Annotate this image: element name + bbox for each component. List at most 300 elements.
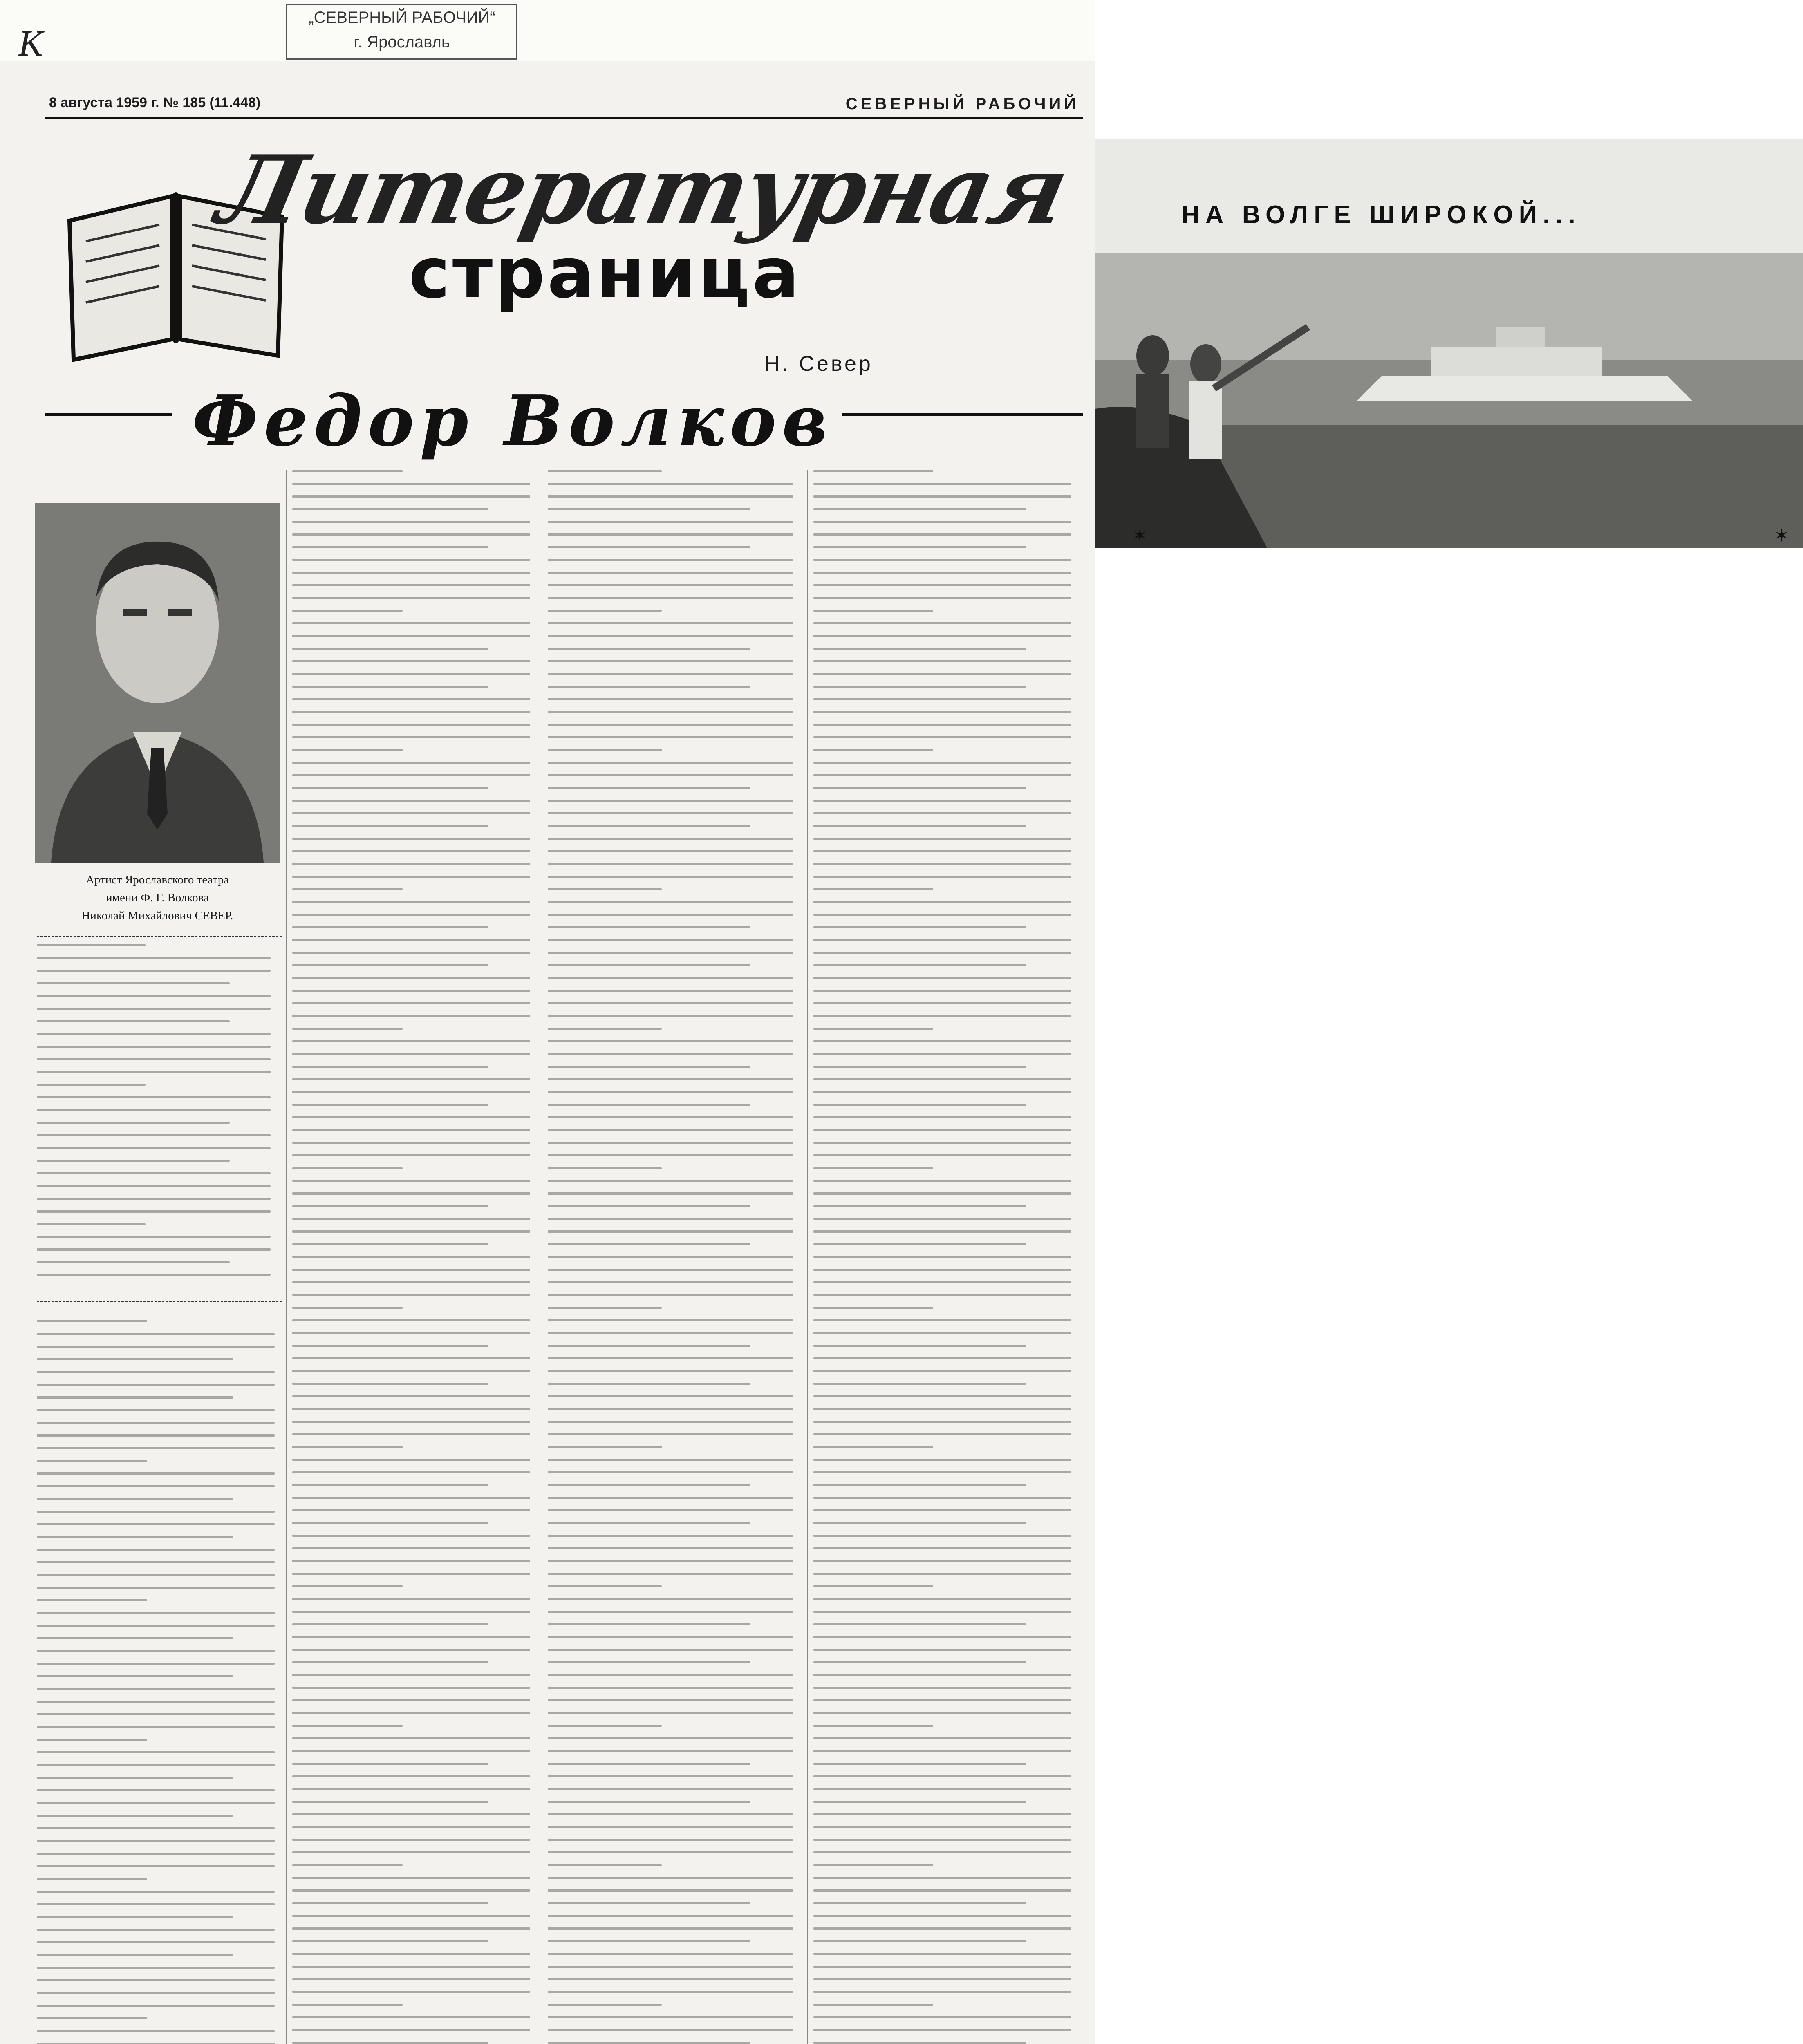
text-line <box>813 1256 1071 1258</box>
text-line <box>37 1033 271 1035</box>
text-line <box>548 1307 662 1309</box>
text-line <box>548 1623 750 1625</box>
text-line <box>292 1269 530 1271</box>
text-line <box>37 1561 275 1563</box>
text-line <box>813 1547 1071 1549</box>
text-line <box>813 1205 1026 1207</box>
text-line <box>813 711 1071 713</box>
text-line <box>548 533 793 536</box>
text-line <box>37 995 271 997</box>
text-line <box>548 1053 793 1055</box>
text-line <box>37 2017 147 2019</box>
text-line <box>548 1269 793 1271</box>
text-line <box>548 1737 793 1739</box>
text-line <box>548 1750 793 1752</box>
text-line <box>548 1598 793 1600</box>
text-line <box>292 2016 530 2018</box>
text-line <box>292 1192 530 1195</box>
text-line <box>292 749 403 751</box>
text-line <box>292 1307 403 1309</box>
text-line <box>813 1953 1071 1955</box>
text-line <box>37 1536 233 1538</box>
text-line <box>37 1599 147 1601</box>
caption-line: Николай Михайлович СЕВЕР. <box>81 909 233 922</box>
text-line <box>548 483 793 485</box>
text-line <box>548 1471 793 1473</box>
text-line <box>292 1940 488 1942</box>
text-line <box>292 1484 488 1486</box>
text-line <box>292 1547 530 1549</box>
text-line <box>548 2016 793 2018</box>
text-line <box>292 660 530 662</box>
text-line <box>548 1192 793 1195</box>
text-line <box>292 1611 530 1613</box>
text-line <box>548 1319 793 1321</box>
text-line <box>292 1851 530 1853</box>
text-line <box>548 686 750 688</box>
text-line <box>813 838 1071 840</box>
text-line <box>813 584 1071 586</box>
text-line <box>548 1877 793 1879</box>
text-line <box>813 1066 1026 1068</box>
text-line <box>813 2004 933 2006</box>
text-line <box>548 1256 793 1258</box>
text-line <box>813 1801 1026 1803</box>
text-line <box>292 1116 530 1118</box>
banner-word-page: страница <box>409 233 802 314</box>
banner-word-literary: Литературная <box>209 135 1076 245</box>
text-line <box>813 749 933 751</box>
text-line <box>292 990 530 992</box>
text-line <box>37 982 230 984</box>
text-line <box>548 1243 750 1245</box>
text-line <box>548 1408 793 1410</box>
text-line <box>292 762 530 764</box>
text-line <box>813 1332 1071 1334</box>
text-line <box>813 686 1026 688</box>
caption-line: Артист Ярославского театра <box>85 873 229 886</box>
text-line <box>813 939 1071 941</box>
text-line <box>292 1078 530 1080</box>
text-line <box>548 635 793 637</box>
text-line <box>292 1446 403 1448</box>
text-line <box>813 559 1071 561</box>
text-line <box>813 1927 1071 1930</box>
text-line <box>292 483 530 485</box>
text-line <box>813 1889 1071 1892</box>
text-line <box>548 1205 750 1207</box>
article-column-2 <box>292 470 538 2044</box>
text-line <box>548 470 662 472</box>
text-line <box>292 622 530 624</box>
text-line <box>37 1929 275 1931</box>
text-line <box>813 1370 1071 1372</box>
text-line <box>548 888 662 890</box>
text-line <box>548 1484 750 1486</box>
text-line <box>813 622 1071 624</box>
text-line <box>548 1826 793 1828</box>
text-line <box>813 1116 1071 1118</box>
text-line <box>548 800 793 802</box>
text-line <box>37 1625 275 1627</box>
text-line <box>37 1967 275 1969</box>
text-line <box>813 1611 1071 1613</box>
text-line <box>813 546 1026 548</box>
text-line <box>292 1066 488 1068</box>
text-line <box>292 1877 530 1879</box>
text-line <box>37 1713 275 1715</box>
text-line <box>548 1497 793 1499</box>
text-line <box>548 1775 793 1777</box>
text-line <box>813 1104 1026 1106</box>
text-line <box>813 1053 1071 1055</box>
text-line <box>292 901 530 903</box>
text-line <box>37 1523 275 1525</box>
text-line <box>548 1395 793 1397</box>
text-line <box>548 1167 662 1169</box>
text-line <box>292 1332 530 1334</box>
text-line <box>813 610 933 612</box>
text-line <box>548 812 793 814</box>
title-rule-right <box>842 413 1083 416</box>
text-line <box>548 977 793 979</box>
text-line <box>292 1535 530 1537</box>
text-line <box>813 470 933 472</box>
text-line <box>292 787 488 789</box>
text-line <box>813 1028 933 1030</box>
text-line <box>292 1230 530 1233</box>
text-line <box>37 1248 271 1251</box>
text-line <box>813 1940 1026 1942</box>
text-line <box>37 1071 271 1073</box>
text-line <box>292 1522 488 1524</box>
text-line <box>813 850 1071 852</box>
text-line <box>37 1109 271 1111</box>
text-line <box>813 1180 1071 1182</box>
text-line <box>813 1585 933 1587</box>
side-clipping <box>1095 139 1803 548</box>
text-line <box>813 1573 1071 1575</box>
text-line <box>37 1587 275 1589</box>
text-line <box>813 762 1071 764</box>
text-line <box>548 1370 793 1372</box>
text-line <box>292 1294 530 1296</box>
text-line <box>292 1142 530 1144</box>
text-line <box>37 1198 271 1200</box>
text-line <box>548 1154 793 1156</box>
text-line <box>813 1966 1071 1968</box>
text-line <box>37 1396 233 1399</box>
text-line <box>292 1598 530 1600</box>
text-line <box>813 1674 1071 1676</box>
text-line <box>813 1230 1071 1233</box>
text-line <box>292 1243 488 1245</box>
text-line <box>813 1269 1071 1271</box>
text-line <box>813 1851 1071 1853</box>
newspaper-name: СЕВЕРНЫЙ РАБОЧИЙ <box>845 95 1079 113</box>
text-line <box>37 2030 275 2032</box>
text-line <box>813 901 1071 903</box>
text-line <box>292 698 530 700</box>
text-line <box>813 888 933 890</box>
text-line <box>37 1346 275 1348</box>
text-line <box>292 2042 488 2044</box>
text-line <box>548 1560 793 1562</box>
text-line <box>37 1333 275 1335</box>
text-line <box>813 2029 1071 2031</box>
text-line <box>813 1687 1071 1689</box>
text-line <box>548 914 793 916</box>
text-line <box>813 1775 1071 1777</box>
text-line <box>37 1764 275 1766</box>
masthead-rule <box>45 117 1083 119</box>
author-portrait <box>35 503 280 863</box>
text-line <box>548 1383 750 1385</box>
text-line <box>548 1180 793 1182</box>
text-line <box>37 1434 275 1437</box>
text-line <box>37 1688 275 1690</box>
text-line <box>37 1637 233 1639</box>
article-column-1b <box>37 1320 282 2044</box>
text-line <box>292 1560 530 1562</box>
text-line <box>548 1801 750 1803</box>
text-line <box>813 1433 1071 1435</box>
text-line <box>548 648 750 650</box>
text-line <box>292 1091 530 1093</box>
text-line <box>548 939 793 941</box>
text-line <box>292 470 403 472</box>
text-line <box>37 1320 147 1322</box>
text-line <box>292 1775 530 1777</box>
text-line <box>37 1498 233 1500</box>
text-line <box>548 952 793 954</box>
text-line <box>37 1046 271 1048</box>
text-line <box>813 1307 933 1309</box>
text-line <box>292 1015 530 1017</box>
star-ornament: ✶ <box>1132 525 1147 546</box>
text-line <box>548 774 793 776</box>
text-line <box>548 2029 793 2031</box>
text-line <box>813 926 1026 928</box>
text-line <box>548 1028 662 1030</box>
text-line <box>548 1788 793 1790</box>
text-line <box>292 1801 488 1803</box>
text-line <box>292 1497 530 1499</box>
text-line <box>813 1509 1071 1511</box>
text-line <box>813 977 1071 979</box>
text-line <box>548 1345 750 1347</box>
text-line <box>292 1040 530 1042</box>
text-line <box>37 1020 230 1022</box>
text-line <box>548 508 750 510</box>
text-line <box>548 597 793 599</box>
text-line <box>548 1851 793 1853</box>
text-line <box>37 1802 275 1804</box>
text-line <box>292 533 530 536</box>
text-line <box>37 1954 233 1956</box>
text-line <box>292 686 488 688</box>
text-line <box>37 1979 275 1981</box>
text-line <box>37 970 271 972</box>
text-line <box>813 1129 1071 1131</box>
text-line <box>548 876 793 878</box>
text-line <box>292 1661 488 1663</box>
text-line <box>548 762 793 764</box>
text-line <box>548 1116 793 1118</box>
side-clipping-title: НА ВОЛГЕ ШИРОКОЙ... <box>1181 201 1581 229</box>
text-line <box>292 508 488 510</box>
text-line <box>292 1674 530 1676</box>
text-line <box>37 1384 275 1386</box>
masthead <box>49 95 1079 111</box>
text-line <box>292 1927 530 1930</box>
text-line <box>813 648 1026 650</box>
text-line <box>813 1383 1026 1385</box>
text-line <box>813 1623 1026 1625</box>
text-line <box>292 838 530 840</box>
text-line <box>813 1661 1026 1663</box>
text-line <box>548 1763 750 1765</box>
text-line <box>813 1826 1071 1828</box>
text-line <box>813 1040 1071 1042</box>
text-line <box>292 610 403 612</box>
text-line <box>813 1636 1071 1638</box>
text-line <box>813 1725 933 1727</box>
text-line <box>813 1471 1071 1473</box>
title-rule-left <box>45 413 172 416</box>
text-line <box>813 1598 1071 1600</box>
text-line <box>548 1940 750 1942</box>
text-line <box>292 1471 530 1473</box>
text-line <box>813 736 1071 738</box>
star-ornament: ✶ <box>1774 525 1789 546</box>
text-line <box>813 1243 1026 1245</box>
text-line <box>292 1509 530 1511</box>
stamp-line-2: г. Ярославль <box>354 33 450 51</box>
text-line <box>292 1902 488 1904</box>
text-line <box>292 1966 530 1968</box>
play-title: Федор Волков <box>192 380 833 462</box>
text-line <box>292 546 488 548</box>
text-line <box>37 1739 147 1741</box>
column-divider <box>807 470 808 2044</box>
text-line <box>292 1408 530 1410</box>
text-line <box>37 1903 275 1905</box>
text-line <box>292 876 530 878</box>
text-line <box>292 1737 530 1739</box>
text-line <box>292 711 530 713</box>
volga-river-photo <box>1095 253 1803 548</box>
text-line <box>813 1915 1071 1917</box>
text-line <box>37 1460 147 1462</box>
text-line <box>813 572 1071 574</box>
text-line <box>548 572 793 574</box>
text-line <box>813 1699 1071 1701</box>
text-line <box>292 1053 530 1055</box>
text-line <box>548 736 793 738</box>
text-line <box>292 559 530 561</box>
text-line <box>548 1902 750 1904</box>
text-line <box>548 1864 662 1866</box>
text-line <box>813 1522 1026 1524</box>
text-line <box>37 1853 275 1855</box>
text-line <box>548 1636 793 1638</box>
text-line <box>548 622 793 624</box>
text-line <box>292 939 530 941</box>
text-line <box>292 584 530 586</box>
text-line <box>548 1535 793 1537</box>
text-line <box>548 1915 793 1917</box>
text-line <box>813 1015 1071 1017</box>
text-line <box>292 1725 403 1727</box>
text-line <box>813 863 1071 865</box>
text-line <box>292 1788 530 1790</box>
text-line <box>548 1991 793 1993</box>
text-line <box>548 1547 793 1549</box>
text-line <box>292 1991 530 1993</box>
text-line <box>292 521 530 523</box>
text-line <box>813 800 1071 802</box>
text-line <box>813 1763 1026 1765</box>
text-line <box>813 1712 1071 1714</box>
text-line <box>548 546 750 548</box>
text-line <box>813 787 1026 789</box>
text-line <box>292 1712 530 1714</box>
text-line <box>813 1991 1071 1993</box>
text-line <box>292 673 530 675</box>
text-line <box>548 863 793 865</box>
text-line <box>37 1777 233 1779</box>
text-line <box>37 1941 275 1943</box>
text-line <box>813 1902 1026 1904</box>
text-line <box>292 1826 530 1828</box>
text-line <box>813 1535 1071 1537</box>
text-line <box>813 1877 1071 1879</box>
text-line <box>548 1927 793 1930</box>
text-line <box>548 1649 793 1651</box>
text-line <box>548 1091 793 1093</box>
text-line <box>813 1154 1071 1156</box>
text-line <box>548 1674 793 1676</box>
text-line <box>813 1091 1071 1093</box>
text-line <box>37 1058 271 1060</box>
text-line <box>292 1370 530 1372</box>
text-line <box>548 1522 750 1524</box>
text-line <box>548 1421 793 1423</box>
text-line <box>37 944 146 946</box>
text-line <box>548 724 793 726</box>
text-line <box>37 1172 271 1174</box>
text-line <box>292 964 488 966</box>
text-line <box>548 1040 793 1042</box>
text-line <box>548 1661 750 1663</box>
text-line <box>292 1687 530 1689</box>
text-line <box>292 977 530 979</box>
text-line <box>37 1261 230 1263</box>
text-line <box>292 926 488 928</box>
text-line <box>548 1142 793 1144</box>
text-line <box>813 508 1026 510</box>
text-line <box>37 1663 275 1665</box>
text-line <box>292 1763 488 1765</box>
text-line <box>548 1104 750 1106</box>
text-line <box>37 1185 271 1187</box>
text-line <box>37 1223 146 1225</box>
text-line <box>548 1573 793 1575</box>
text-line <box>548 1978 793 1980</box>
text-line <box>548 1839 793 1841</box>
text-line <box>37 1865 275 1867</box>
